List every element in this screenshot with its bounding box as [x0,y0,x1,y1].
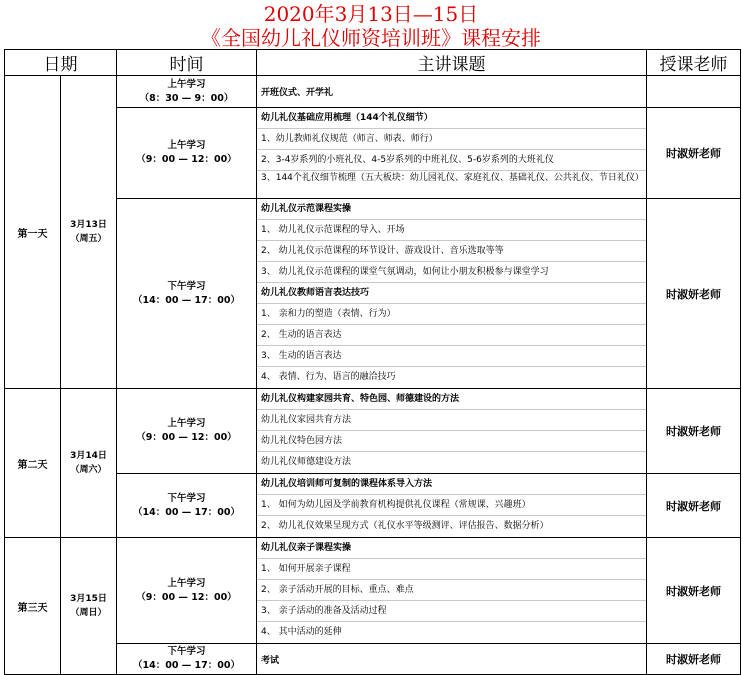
time-cell [117,538,257,644]
weekday-text: （周五） [70,234,107,244]
session-label: 下午学习 [167,492,206,504]
session-label: 上午学习 [167,78,206,90]
topic-cell [257,474,647,538]
day-label: 第二天 [5,389,61,538]
teacher-cell: 时淑妍老师 [647,389,741,474]
header-time: 时间 [117,50,257,76]
topic-line: 2、 幼儿礼仪示范课程的环节设计、游戏设计、音乐选取等等 [257,241,646,262]
header-teacher: 授课老师 [647,50,741,76]
session-time: （14：00 — 17：00） [133,506,240,518]
session-label: 下午学习 [167,646,206,657]
topic-line: 4、 其中活动的延伸 [261,627,342,637]
topic-heading: 幼儿礼仪示范课程实操 [257,199,646,220]
topic-line: 3、 生动的语言表达 [257,346,646,367]
topic-cell [257,389,647,474]
session-time: （9：00 — 12：00） [136,591,237,603]
topic-heading: 幼儿礼仪培训师可复制的课程体系导入方法 [257,474,646,495]
weekday-text: （周六） [70,465,107,475]
time-cell [117,474,257,538]
topic-line: 1、 如何开展亲子课程 [257,559,646,580]
topic-cell [257,644,647,675]
time-cell [117,389,257,474]
topic-heading: 幼儿礼仪构建家园共育、特色园、师德建设的方法 [257,389,646,410]
table-row [5,538,741,644]
topic-cell [257,108,647,199]
schedule-table [4,49,741,675]
time-cell [117,108,257,199]
topic-line: 开班仪式、开学礼 [261,88,334,98]
session-time: （9：00 — 12：00） [136,154,237,165]
topic-cell [257,199,647,389]
session-label: 上午学习 [167,140,206,151]
topic-cell [257,76,647,108]
topic-heading: 幼儿礼仪基础应用梳理（144个礼仪细节） [257,108,646,129]
session-time: （8：30 — 9：00） [139,92,234,104]
teacher-cell: 时淑妍老师 [647,644,741,675]
teacher-cell [647,76,741,108]
day-label: 第三天 [5,538,61,675]
topic-line: 1、幼儿教师礼仪规范（师言、师表、师行） [257,129,646,150]
header-row [5,50,741,76]
topic-line: 1、 亲和力的塑造（表情、行为） [257,304,646,325]
topic-line: 1、 如何为幼儿园及学前教育机构提供礼仪课程（常规课、兴趣班） [257,495,646,516]
teacher-cell: 时淑妍老师 [647,199,741,389]
date-cell [61,389,117,538]
topic-line: 考试 [261,655,280,666]
topic-line: 2、 幼儿礼仪效果呈现方式（礼仪水平等级测评、评估报告、数据分析） [261,521,549,531]
title-course-name: 《全国幼儿礼仪师资培训班》课程安排 [201,26,541,50]
table-row [5,389,741,474]
title-dates: 2020年3月13日—15日 [263,2,479,26]
header-topic: 主讲课题 [257,50,647,76]
topic-line: 3、144个礼仪细节梳理（五大板块：幼儿园礼仪、家庭礼仪、基础礼仪、公共礼仪、节日礼仪） [261,173,644,183]
teacher-cell: 时淑妍老师 [647,474,741,538]
session-label: 上午学习 [167,418,206,429]
topic-line: 2、 亲子活动开展的目标、重点、难点 [257,580,646,601]
teacher-cell: 时淑妍老师 [647,108,741,199]
time-cell [117,76,257,108]
session-label: 下午学习 [167,280,206,292]
session-label: 上午学习 [167,577,206,589]
session-time: （14：00 — 17：00） [133,660,240,671]
topic-line: 4、 表情、行为、语言的融洽技巧 [261,372,396,382]
topic-heading: 幼儿礼仪教师语言表达技巧 [257,283,646,304]
session-time: （14：00 — 17：00） [133,294,240,306]
time-cell [117,644,257,675]
teacher-cell: 时淑妍老师 [647,538,741,644]
topic-heading: 幼儿礼仪亲子课程实操 [257,538,646,559]
time-cell [117,199,257,389]
date-text: 3月13日 [70,220,107,230]
table-row [5,76,741,108]
topic-line: 2、 生动的语言表达 [257,325,646,346]
topic-line: 3、 亲子活动的准备及活动过程 [257,601,646,622]
topic-line: 幼儿礼仪特色园方法 [257,431,646,452]
date-cell [61,538,117,675]
topic-line: 幼儿礼仪师德建设方法 [261,457,352,467]
date-cell [61,76,117,389]
date-text: 3月15日 [70,594,107,604]
topic-cell [257,538,647,644]
date-text: 3月14日 [70,451,107,461]
topic-line: 3、 幼儿礼仪示范课程的课堂气氛调动，如何让小朋友积极参与课堂学习 [257,262,646,283]
topic-line: 幼儿礼仪家园共育方法 [257,410,646,431]
header-date: 日期 [5,50,117,76]
topic-line: 2、3-4岁系列的小班礼仪、4-5岁系列的中班礼仪、5-6岁系列的大班礼仪 [257,150,646,171]
session-time: （9：00 — 12：00） [136,432,237,443]
topic-line: 1、 幼儿礼仪示范课程的导入、开场 [257,220,646,241]
weekday-text: （周日） [70,608,107,618]
day-label: 第一天 [5,76,61,389]
